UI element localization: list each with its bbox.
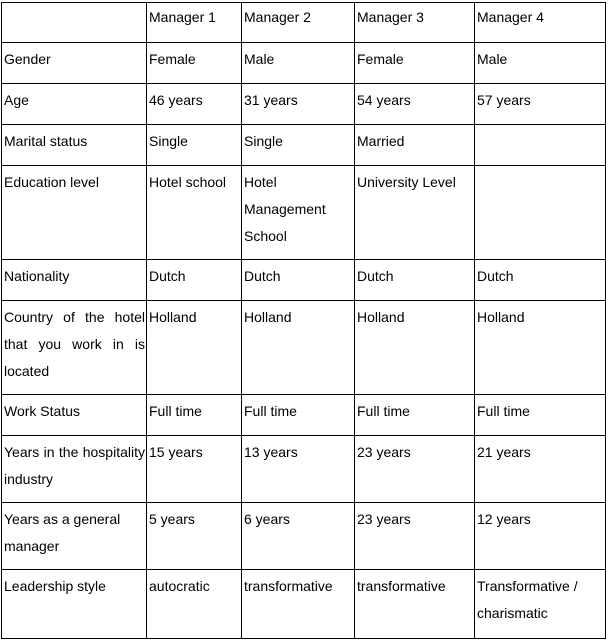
row-label: Years in the hospitality industry — [2, 436, 147, 503]
table-header-cell — [2, 3, 147, 43]
row-label: Gender — [2, 43, 147, 84]
table-row — [2, 301, 606, 395]
table-cell: 23 years — [355, 503, 475, 570]
table-cell: Male — [242, 43, 355, 84]
table-cell: 15 years — [147, 436, 242, 503]
table-cell: Holland — [355, 301, 475, 395]
table-cell: Male — [475, 43, 606, 84]
row-label: Work Status — [2, 395, 147, 436]
row-label: Marital status — [2, 125, 147, 166]
table-cell: transformative — [355, 570, 475, 639]
table-cell: Full time — [147, 395, 242, 436]
table-cell: 54 years — [355, 84, 475, 125]
table-cell — [475, 125, 606, 166]
table-row — [2, 43, 606, 84]
table-header-cell: Manager 4 — [475, 3, 606, 43]
table-cell: Full time — [355, 395, 475, 436]
table-cell: Married — [355, 125, 475, 166]
table-header-cell: Manager 1 — [147, 3, 242, 43]
row-label: Country of the hotel that you work in is located — [2, 301, 147, 395]
table-cell: Dutch — [147, 260, 242, 301]
table-cell: 6 years — [242, 503, 355, 570]
table-cell: Single — [242, 125, 355, 166]
table-cell — [475, 166, 606, 260]
table-cell: Holland — [475, 301, 606, 395]
row-label: Nationality — [2, 260, 147, 301]
table-row — [2, 260, 606, 301]
table-row — [2, 503, 606, 570]
table-cell: Female — [355, 43, 475, 84]
table-cell: Hotel Management School — [242, 166, 355, 260]
table-cell: Single — [147, 125, 242, 166]
table-header-cell: Manager 3 — [355, 3, 475, 43]
table-row — [2, 84, 606, 125]
table-cell: Full time — [242, 395, 355, 436]
table-cell: transformative — [242, 570, 355, 639]
table-cell: 21 years — [475, 436, 606, 503]
table-row — [2, 436, 606, 503]
table-cell: 31 years — [242, 84, 355, 125]
row-label: Leadership style — [2, 570, 147, 639]
table-cell: Transformative / charismatic — [475, 570, 606, 639]
table-row — [2, 125, 606, 166]
row-label: Education level — [2, 166, 147, 260]
table-row — [2, 570, 606, 639]
table-cell: University Level — [355, 166, 475, 260]
table-cell: 13 years — [242, 436, 355, 503]
table-cell: Dutch — [475, 260, 606, 301]
table-cell: 46 years — [147, 84, 242, 125]
table-cell: 23 years — [355, 436, 475, 503]
row-label: Age — [2, 84, 147, 125]
manager-profile-table — [1, 2, 606, 639]
row-label: Years as a general manager — [2, 503, 147, 570]
table-cell: Female — [147, 43, 242, 84]
table-cell: Hotel school — [147, 166, 242, 260]
table-cell: Full time — [475, 395, 606, 436]
table-cell: Dutch — [355, 260, 475, 301]
table-cell: 12 years — [475, 503, 606, 570]
table-cell: 57 years — [475, 84, 606, 125]
table-cell: Dutch — [242, 260, 355, 301]
table-cell: Holland — [242, 301, 355, 395]
table-header-row — [2, 3, 606, 43]
table-cell: autocratic — [147, 570, 242, 639]
table-cell: Holland — [147, 301, 242, 395]
table-row — [2, 395, 606, 436]
table-header-cell: Manager 2 — [242, 3, 355, 43]
table-cell: 5 years — [147, 503, 242, 570]
table-row — [2, 166, 606, 260]
